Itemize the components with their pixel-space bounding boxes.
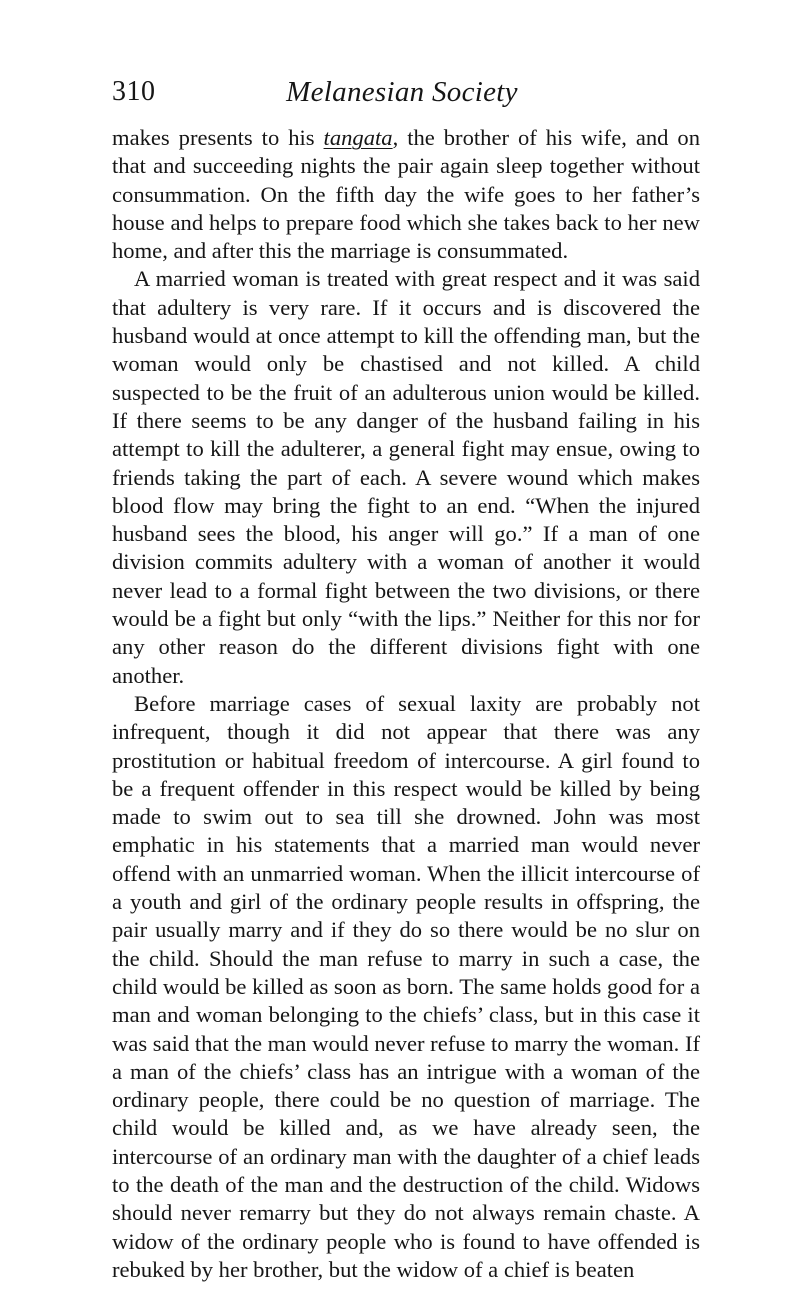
body-text: [112, 124, 700, 1284]
native-term: tangata: [323, 125, 393, 150]
paragraph-1-rest: , the brother of his wife, and on that and succeeding nights the pair again sleep together without consummation. On the fifth day the wife goes to her father’s house and helps to prepare food which she takes back to her new home, and after this the marriage is consummated.: [112, 125, 701, 264]
page-header: [112, 70, 692, 114]
paragraph-1-start: makes presents to his: [112, 125, 324, 150]
paragraph-3: Before marriage cases of sexual laxity are probably not infrequent, though it did not appear that there was any prostitution or habitual freedom of intercourse. A girl found to be a frequent offender in this respect would be killed by being made to swim out to sea till she drowned. John was most emphatic in his statements that a married man would never offend with an unmarried woman. When the illicit intercourse of a youth and girl of the ordinary people results in offspring, the pair usually marry and if they do so there would be no slur on the child. Should the man refuse to marry in such a case, the child would be killed as soon as born. The same holds good for a man and woman belonging to the chiefs’ class, but in this case it was said that the man would never refuse to marry the woman. If a man of the chiefs’ class has an intrigue with a woman of the ordinary people, there could be no question of marriage. The child would be killed and, as we have already seen, the intercourse of an ordinary man with the daughter of a chief leads to the death of the man and the destruction of the child. Widows should never remarry but they do not always remain chaste. A widow of the ordinary people who is found to have offended is rebuked by her brother, but the widow of a chief is beaten: [112, 690, 700, 1282]
running-head: Melanesian Society: [286, 76, 518, 108]
paragraph-1: [112, 124, 700, 265]
paragraph-2: A married woman is treated with great respect and it was said that adultery is very rare. If it occurs and is discovered the husband would at once attempt to kill the offending man, but the woman would only be chastised and not killed. A child suspected to be the fruit of an adulterous union would be killed. If there seems to be any danger of the husband failing in his attempt to kill the adulterer, a general fight may ensue, owing to friends taking the part of each. A severe wound which makes blood flow may bring the fight to an end. “When the injured husband sees the blood, his anger will go.” If a man of one division commits adultery with a woman of another it would never lead to a formal fight between the two divisions, or there would be a fight but only “with the lips.” Neither for this nor for any other reason do the different divisions fight with one another.: [112, 266, 700, 688]
page-number: 310: [112, 76, 156, 107]
